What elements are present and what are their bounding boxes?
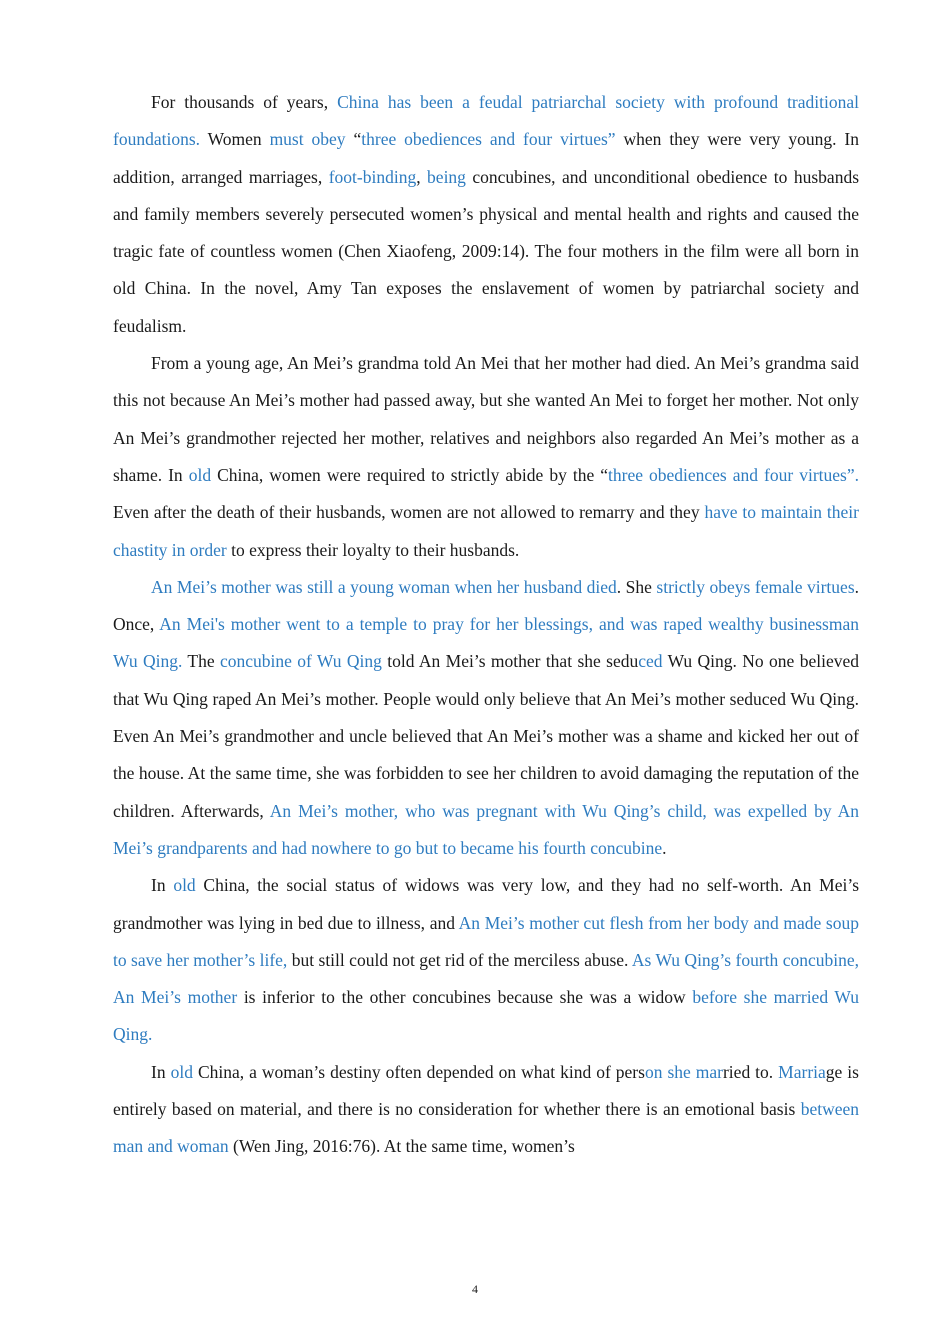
highlighted-text: concubine of Wu Qing: [219, 651, 382, 672]
document-page: [113, 84, 859, 1166]
highlighted-text: strictly obeys female virtues: [656, 576, 855, 597]
text-run: From a young age, An Mei’s grandma told An Mei that her mother had died. An Mei’s grandma said this not because An Mei’s mother had passed away, but she wanted An Mei to forget her mother. Not only An Mei’s grandmother rejected her mother, relatives and neighbors also regarded An Mei’s mother as a shame. In: [113, 353, 859, 485]
highlighted-text: old: [170, 1061, 193, 1082]
text-run: In: [151, 875, 174, 896]
text-run: . She: [616, 576, 657, 597]
text-run: ,: [416, 166, 428, 187]
paragraph: [113, 345, 859, 569]
highlighted-text: An Mei’s mother, who was pregnant with Wu Qing’s child, was expelled by An Mei’s grandparents and had nowhere to go but to became his fourth concubine: [113, 800, 860, 858]
highlighted-text: on she mar: [644, 1061, 723, 1082]
highlighted-text: between man and woman: [113, 1099, 859, 1157]
highlighted-text: An Mei's mother went to a temple to pray for her blessings, and was raped wealthy businessman Wu Qing.: [113, 614, 859, 672]
highlighted-text: have to maintain their chastity in order: [113, 502, 859, 560]
highlighted-text: must obey: [269, 129, 346, 150]
highlighted-text: As Wu Qing’s fourth concubine, An Mei’s mother: [113, 949, 859, 1008]
text-run: when they were very young. In addition, arranged marriages,: [113, 129, 859, 187]
highlighted-text: China has been a feudal patriarchal society with profound traditional foundations.: [113, 92, 859, 150]
text-run: is inferior to the other concubines because she was a widow: [237, 987, 693, 1008]
text-run: Women: [200, 129, 270, 150]
paragraph: [113, 569, 859, 867]
text-run: .: [662, 837, 667, 858]
text-run: . Once,: [113, 576, 859, 635]
paragraph: [113, 1054, 859, 1166]
text-run: China, a woman’s destiny often depended on what kind of pers: [192, 1061, 645, 1082]
text-run: but still could not get rid of the merciless abuse.: [287, 949, 632, 970]
highlighted-text: old: [188, 464, 212, 485]
highlighted-text: foot-binding: [328, 166, 417, 187]
text-run: (Wen Jing, 2016:76). At the same time, women’s: [228, 1136, 575, 1157]
highlighted-text: three obediences and four virtues”: [361, 129, 616, 150]
highlighted-text: An Mei’s mother cut flesh from her body and made soup to save her mother’s life,: [113, 912, 859, 970]
text-run: China, the social status of widows was very low, and they had no self-worth. An Mei’s grandmother was lying in bed due to illness, and: [113, 875, 860, 933]
page-number: 4: [472, 1282, 478, 1296]
highlighted-text: ced: [638, 651, 663, 672]
text-run: China, women were required to strictly abide by the “: [211, 464, 608, 485]
text-run: The: [182, 651, 220, 672]
text-run: For thousands of years,: [151, 92, 338, 112]
highlighted-text: old: [173, 875, 196, 896]
text-run: “: [345, 129, 362, 150]
text-run: ge is entirely based on material, and there is no consideration for whether there is an emotional basis: [113, 1061, 859, 1120]
paragraph: [113, 84, 859, 345]
text-run: concubines, and unconditional obedience to husbands and family members severely persecuted women’s physical and mental health and rights and caused the tragic fate of countless women (Chen Xiaofeng, 2009:14). The four mothers in the film were all born in old China. In the novel, Amy Tan exposes the enslavement of women by patriarchal society and feudalism.: [113, 166, 860, 336]
text-run: Even after the death of their husbands, women are not allowed to remarry and they: [113, 502, 705, 523]
highlighted-text: An Mei’s mother was still a young woman when her husband died: [151, 576, 617, 597]
text-run: to express their loyalty to their husbands.: [226, 539, 520, 560]
highlighted-text: before she married Wu Qing.: [113, 987, 859, 1045]
text-run: ried to.: [722, 1061, 779, 1082]
highlighted-text: being: [427, 166, 466, 187]
highlighted-text: Marria: [778, 1061, 826, 1082]
highlighted-text: three obediences and four virtues”.: [608, 464, 859, 485]
text-run: Wu Qing. No one believed that Wu Qing raped An Mei’s mother. People would only believe that An Mei’s mother seduced Wu Qing. Even An Mei’s grandmother and uncle believed that An Mei’s mother was a shame and kicked her out of the house. At the same time, she was forbidden to see her children to avoid damaging the reputation of the children. Afterwards,: [113, 651, 859, 821]
text-run: In: [151, 1061, 171, 1082]
text-run: told An Mei’s mother that she sedu: [381, 651, 639, 672]
paragraph: [113, 867, 859, 1053]
